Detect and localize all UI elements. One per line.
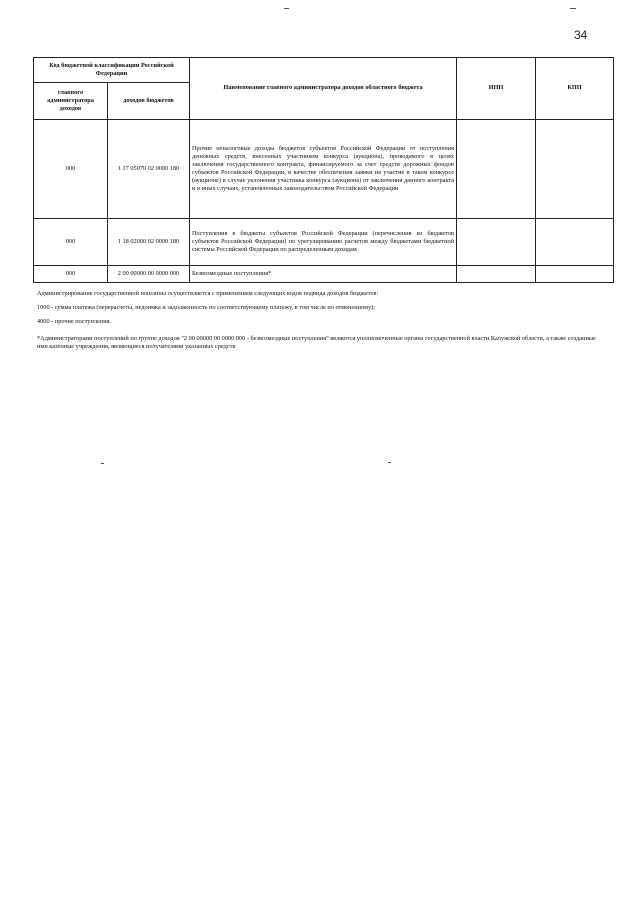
header-admin-name: Наименование главного администратора доходов областного бюджета: [190, 58, 457, 120]
kpp-cell: [536, 120, 614, 219]
budget-classification-table: [33, 57, 614, 283]
table-row: [34, 219, 614, 266]
header-admin-code: главного администратора доходов: [34, 83, 108, 120]
note-code-4000: 4000 - прочие поступления.: [37, 318, 112, 326]
page-number: 34: [574, 28, 588, 42]
admin-code-cell: 000: [34, 120, 108, 219]
note-duty-administration: Администрирование государственной пошлины осуществляется с применением следующих кодов подвида доходов бюджетов:: [37, 290, 379, 297]
inn-cell: [457, 120, 536, 219]
header-classification-group: Код бюджетной классификации Российской Федерации: [34, 58, 190, 83]
scan-speck: [101, 463, 104, 464]
income-name-cell: Прочие неналоговые доходы бюджетов субъектов Российской Федерации от поступления денежных средств, внесенных участником конкурса (аукциона), проводимого в целях заключения государственного контракта, финансируемого за счет средств дорожных фондов субъектов Российской Федерации, в качестве обеспечения заявки на участие в таком конкурсе (аукционе) в случае уклонения участника конкурса (аукциона) от заключения данного контракта и в иных случаях, установленных законодательством Российской Федерации: [190, 120, 457, 219]
scan-speck: [284, 8, 289, 9]
income-code-cell: 2 00 00000 00 0000 000: [108, 266, 190, 283]
income-code-cell: 1 18 02000 02 0000 180: [108, 219, 190, 266]
header-inn: ИНН: [457, 58, 536, 120]
admin-code-cell: 000: [34, 266, 108, 283]
table-row: [34, 120, 614, 219]
income-name-cell: Поступления в бюджеты субъектов Российской Федерации (перечисления из бюджетов субъектов Российской Федерации) по урегулированию расчетов между бюджетами бюджетной системы Российской Федерации по распределенным доходам: [190, 219, 457, 266]
scan-speck: [570, 8, 576, 9]
header-kpp: КПП: [536, 58, 614, 120]
inn-cell: [457, 266, 536, 283]
footnote: *Администраторами поступлений по группе доходов "2 00 00000 00 0000 000 - безвозмездные поступления" являются уполномоченные органы государственной власти Калужской области, а также созданные ими казенные учреждения, являющиеся получателями указанных средств: [37, 334, 596, 350]
scan-speck: [388, 462, 391, 463]
admin-code-cell: 000: [34, 219, 108, 266]
header-income-code: доходов бюджетов: [108, 83, 190, 120]
income-name-cell: Безвозмездные поступления*: [190, 266, 457, 283]
inn-cell: [457, 219, 536, 266]
notes-section: [37, 290, 607, 357]
income-code-cell: 1 17 05070 02 0000 180: [108, 120, 190, 219]
table-row: [34, 266, 614, 283]
note-code-1000: 1000 - сумма платежа (перерасчеты, недоимка и задолженность по соответствующему платежу, в том числе по отмененному);: [37, 304, 375, 312]
kpp-cell: [536, 219, 614, 266]
kpp-cell: [536, 266, 614, 283]
